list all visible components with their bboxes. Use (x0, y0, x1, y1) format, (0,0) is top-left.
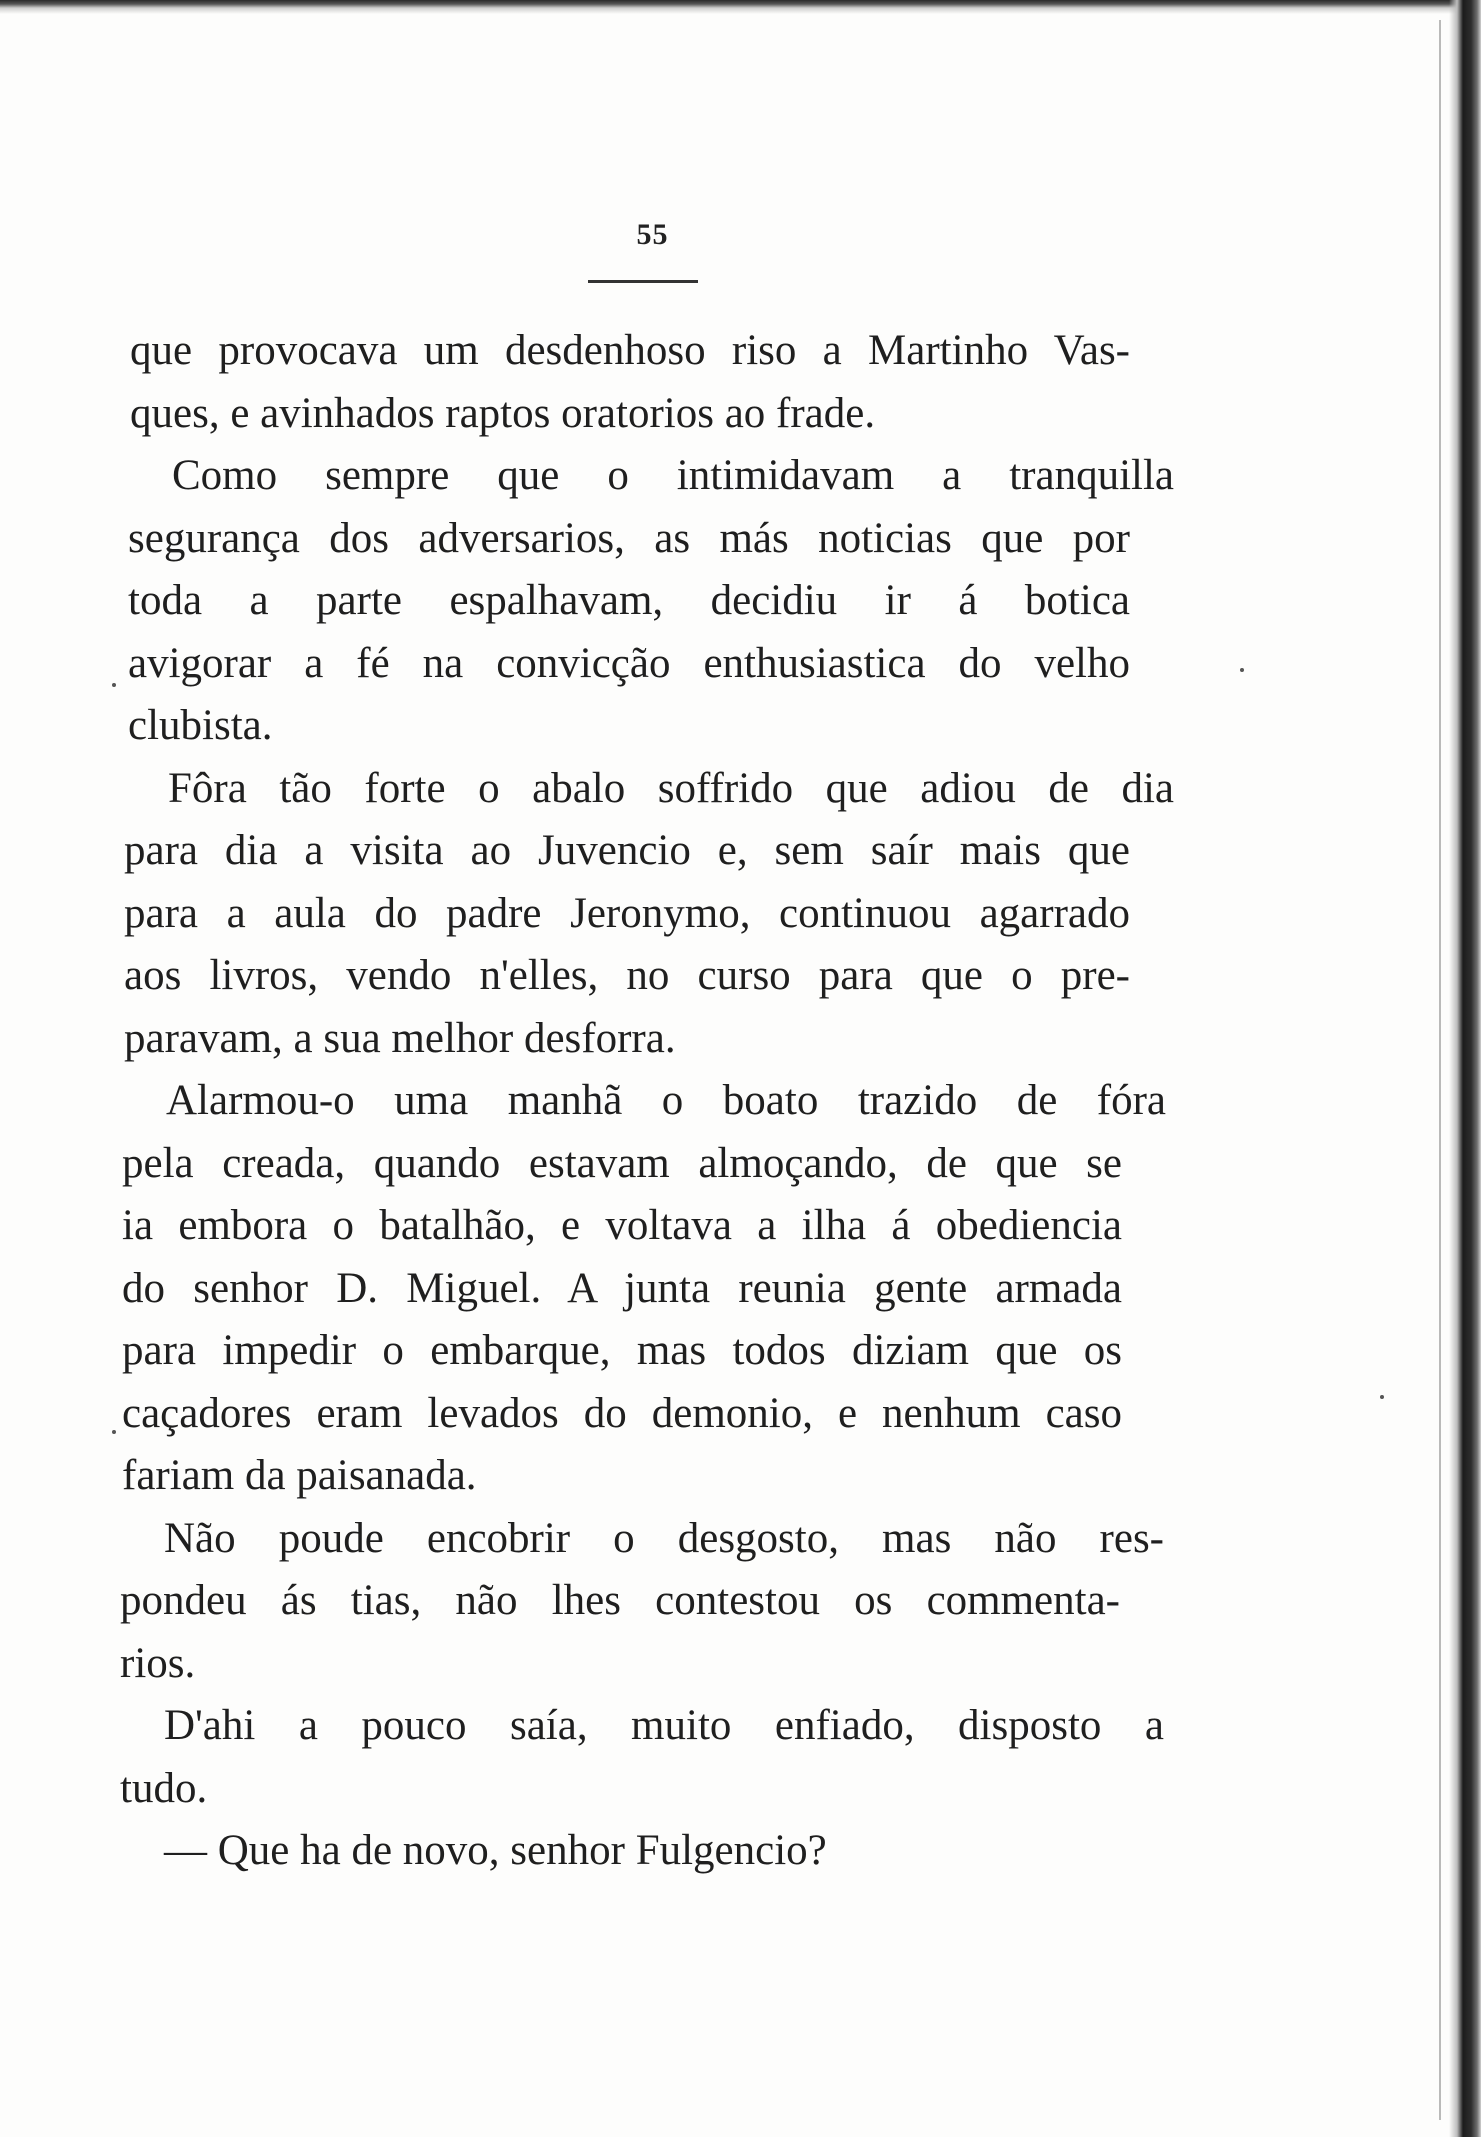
text-line: toda a parte espalhavam, decidiu ir á botica (128, 577, 1130, 624)
text-line: para impedir o embarque, mas todos diziam que os (122, 1327, 1122, 1374)
text-line: pondeu ás tias, não lhes contestou os commenta- (120, 1577, 1120, 1624)
text-line: ia embora o batalhão, e voltava a ilha á obediencia (122, 1202, 1122, 1249)
text-line: do senhor D. Miguel. A junta reunia gente armada (122, 1264, 1122, 1312)
text-line: Alarmou-o uma manhã o boato trazido de fóra (166, 1077, 1166, 1124)
scan-speck (112, 1430, 116, 1434)
text-line: Como sempre que o intimidavam a tranquilla (172, 452, 1174, 499)
scan-right-edge (1449, 0, 1481, 2137)
scan-top-edge (0, 0, 1481, 14)
text-line: caçadores eram levados do demonio, e nenhum caso (122, 1389, 1122, 1437)
page-number-rule (588, 280, 698, 283)
text-line: — Que ha de novo, senhor Fulgencio? (164, 1827, 827, 1874)
text-line: aos livros, vendo n'elles, no curso para que o pre- (124, 952, 1130, 999)
text-line: rios. (120, 1639, 196, 1687)
scan-edge-line (1439, 20, 1441, 2120)
text-line: ques, e avinhados raptos oratorios ao frade. (130, 389, 876, 437)
scan-speck (1240, 668, 1244, 672)
page-body-text (120, 320, 1174, 1883)
text-line: clubista. (128, 702, 273, 749)
text-line: Não poude encobrir o desgosto, mas não res- (164, 1514, 1164, 1562)
text-line: D'ahi a pouco saía, muito enfiado, disposto a (164, 1702, 1164, 1749)
text-line: que provocava um desdenhoso riso a Martinho Vas- (130, 327, 1130, 374)
text-line: segurança dos adversarios, as más noticias que por (128, 514, 1130, 562)
text-line: Fôra tão forte o abalo soffrido que adiou de dia (168, 764, 1174, 812)
text-line: pela creada, quando estavam almoçando, de que se (122, 1139, 1122, 1187)
text-line: para dia a visita ao Juvencio e, sem saír mais que (124, 827, 1130, 874)
scan-speck (1380, 1395, 1384, 1399)
text-line: fariam da paisanada. (122, 1452, 477, 1499)
text-line: avigorar a fé na convicção enthusiastica do velho (128, 639, 1130, 687)
text-line: tudo. (120, 1764, 208, 1812)
scan-speck (112, 683, 116, 687)
text-line: para a aula do padre Jeronymo, continuou agarrado (124, 889, 1130, 937)
text-line: paravam, a sua melhor desforra. (124, 1014, 676, 1062)
page-number: 55 (636, 218, 669, 251)
